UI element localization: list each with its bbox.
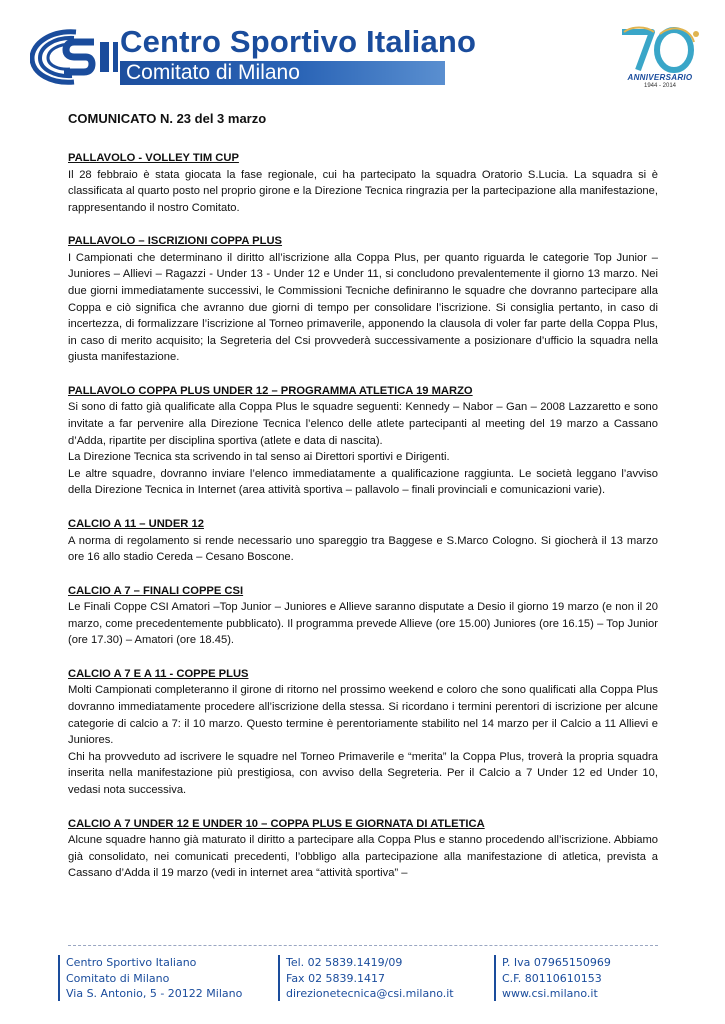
letterhead <box>0 0 725 100</box>
section-heading: PALLAVOLO COPPA PLUS UNDER 12 – PROGRAMMA ATLETICA 19 MARZO <box>68 384 473 397</box>
footer-vat: P. Iva 07965150969 <box>502 956 611 969</box>
footer-fiscal <box>502 955 611 1002</box>
section-paragraph: Il 28 febbraio è stata giocata la fase regionale, cui ha partecipato la squadra Oratorio S.Lucia. La squadra si è classificata al quarto posto nel proprio girone e la Direzione Tecnica ringrazia per la partecipazione alla manifestazione, rappresentando il nostro Comitato. <box>68 168 658 214</box>
section <box>68 516 658 566</box>
csi-logo-icon <box>30 28 125 86</box>
section-heading: CALCIO A 7 UNDER 12 E UNDER 10 – COPPA PLUS E GIORNATA DI ATLETICA <box>68 817 485 830</box>
anniversary-years: 1944 - 2014 <box>643 83 677 89</box>
anniversary-label: ANNIVERSARIO <box>627 73 693 82</box>
footer-divider <box>68 945 658 946</box>
section-paragraph: Si sono di fatto già qualificate alla Coppa Plus le squadre seguenti: Kennedy – Nabor – Gan – 2008 Lazzaretto e sono invitate a far pervenire alla Direzione Tecnica l’elenco delle atlete partecipanti al meeting del 19 marzo a Cassano d’Adda, ripartite per disciplina sportiva (atlete e data di nascita). <box>68 401 658 447</box>
section-heading: CALCIO A 7 E A 11 - COPPE PLUS <box>68 667 249 680</box>
footer-website[interactable]: www.csi.milano.it <box>502 987 598 1000</box>
footer-contacts <box>286 955 454 1002</box>
section-heading: PALLAVOLO – ISCRIZIONI COPPA PLUS <box>68 235 283 248</box>
footer-committee: Comitato di Milano <box>66 971 170 985</box>
section <box>68 233 658 366</box>
committee-name: Comitato di Milano <box>126 61 300 84</box>
section-paragraph: Le Finali Coppe CSI Amatori –Top Junior – Juniores e Allieve saranno disputate a Desio il giorno 19 marzo (e non il 20 marzo, come precedentemente pubblicato). Il programma prevede Allieve (ore 15.00) Juniores (ore 16.15) – Top Junior (ore 17.30) – Amatori (ore 18.45). <box>68 601 658 647</box>
section <box>68 383 658 499</box>
section-paragraph: Chi ha provveduto ad iscrivere le squadre nel Torneo Primaverile e “merita” la Coppa Plus, troverà la propria squadra inserita nella manifestazione più prestigiosa, con avviso della Segreteria. Per il Calcio a 7 Under 12 ed Under 10, vedasi nota successiva. <box>68 750 658 797</box>
document-title: COMUNICATO N. 23 del 3 marzo <box>68 111 267 126</box>
section-heading: CALCIO A 7 – FINALI COPPE CSI <box>68 584 244 597</box>
footer-org: Centro Sportivo Italiano <box>66 956 197 969</box>
footer-address <box>66 955 242 1002</box>
footer-fax: Fax 02 5839.1417 <box>286 971 386 985</box>
footer-tax-code: C.F. 80110610153 <box>502 971 602 985</box>
org-name: Centro Sportivo Italiano <box>120 24 477 59</box>
section-paragraph: I Campionati che determinano il diritto all’iscrizione alla Coppa Plus, per quanto riguarda le categorie Top Junior – Juniores – Allievi – Ragazzi - Under 13 - Under 12 e Under 11, si concludono prevalentemente il giorno 13 marzo. Nei due giorni immediatamente successivi, le Commissioni Tecniche definiranno le squadre che dovranno partecipare alla Coppa e ciò significa che avranno due giorni di tempo per consolidare l’iscrizione. Si consiglia pertanto, in caso di incertezza, di formalizzare l’iscrizione al Torneo primaverile, apponendo la clausola di voler far parte della Coppa Plus, in caso di merito acquisito; la Segreteria del Csi provvederà successivamente a posizionare d’ufficio la squadra nella giusta manifestazione. <box>68 251 658 364</box>
section-heading: PALLAVOLO - VOLLEY TIM CUP <box>68 152 239 164</box>
footer-separator <box>278 955 280 1001</box>
document-body <box>68 110 658 899</box>
section-paragraph: Alcune squadre hanno già maturato il diritto a partecipare alla Coppa Plus e stanno procedendo all’iscrizione. Abbiamo già consolidato, nei comunicati precedenti, l’obbligo alla partecipazione alla manifestazione di atletica, prevista a Cassano d’Adda il 19 marzo (vedi in internet area “attività sportiva” – <box>68 834 658 880</box>
footer-street: Via S. Antonio, 5 - 20122 Milano <box>66 987 243 1000</box>
section <box>68 583 658 649</box>
section-paragraph: Le altre squadre, dovranno inviare l’elenco immediatamente a qualificazione raggiunta. Le società leggano l’avviso della Direzione Tecnica in Internet (area attività sportiva – pallavolo – finali provinciali e comunicazioni varie). <box>68 467 658 497</box>
footer-separator <box>58 955 60 1001</box>
section <box>68 816 658 882</box>
footer-separator <box>494 955 496 1001</box>
section-paragraph: La Direzione Tecnica sta scrivendo in tal senso ai Direttori sportivi e Dirigenti. <box>68 451 450 464</box>
footer-phone: Tel. 02 5839.1419/09 <box>286 956 403 969</box>
section <box>68 666 658 799</box>
section-paragraph: Molti Campionati completeranno il girone di ritorno nel prossimo weekend e coloro che sono qualificati alla Coppa Plus dovranno immediatamente procedere all’iscrizione della stessa. Si ricordano i termini perentori di iscrizione per alcune categorie di calcio a 7: il 10 marzo. Questo termine è perentoriamente stabilito nel 14 marzo per il Calcio a 11 Allievi e Juniores. <box>68 684 658 747</box>
section-heading: CALCIO A 11 – UNDER 12 <box>68 518 204 530</box>
footer-email[interactable]: direzionetecnica@csi.milano.it <box>286 987 454 1000</box>
section <box>68 150 658 216</box>
section-paragraph: A norma di regolamento si rende necessario uno spareggio tra Baggese e S.Marco Cologno. Si giocherà il 13 marzo ore 16 allo stadio Cereda – Cesano Boscone. <box>68 534 658 564</box>
sections-container <box>68 150 658 882</box>
